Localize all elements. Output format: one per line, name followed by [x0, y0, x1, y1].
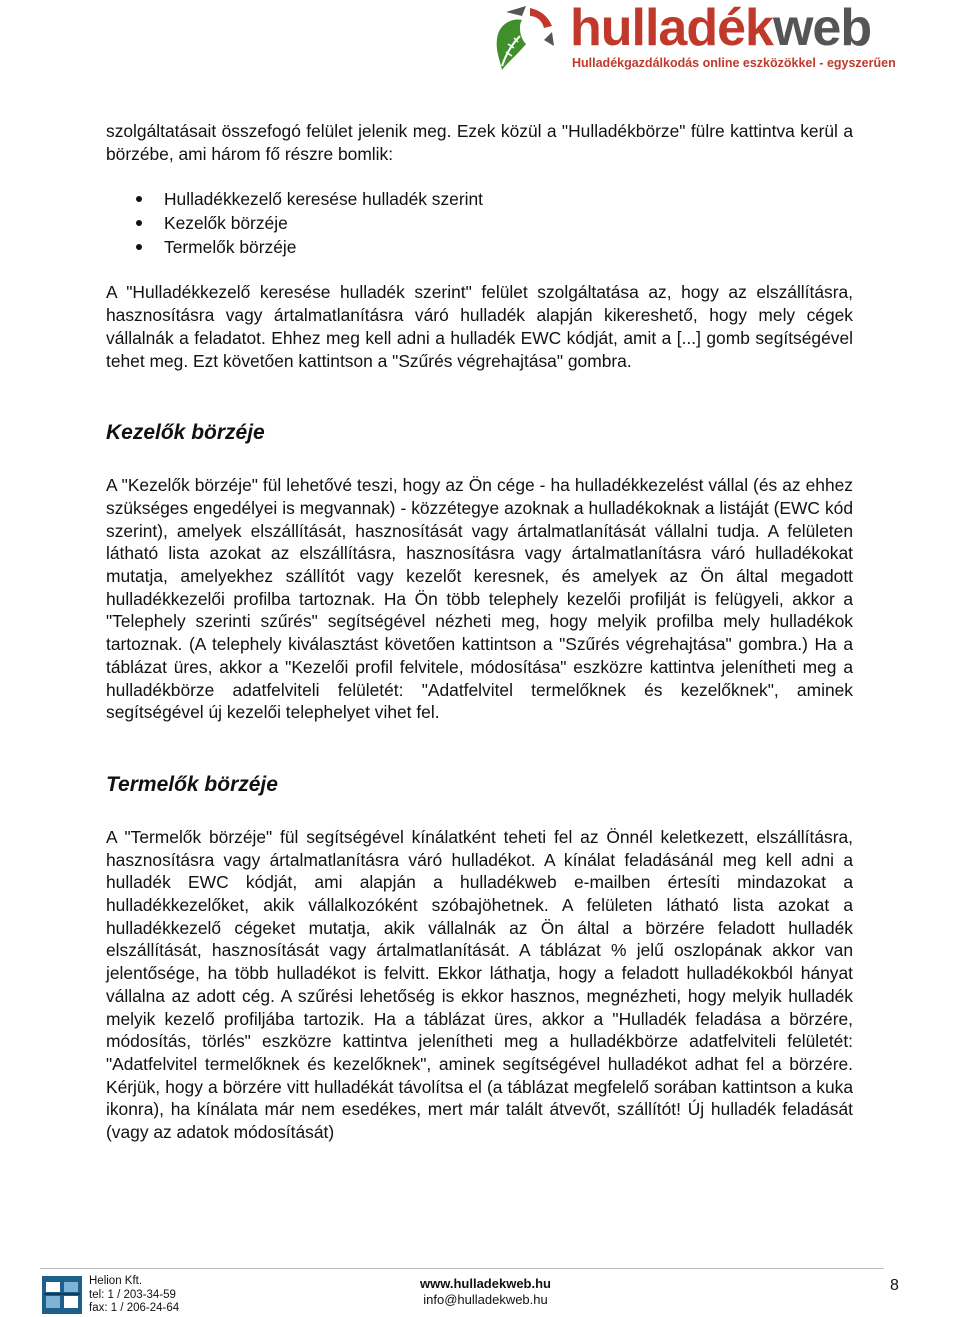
termelok-paragraph: A "Termelők börzéje" fül segítségével kínálatként teheti fel az Önnél keletkezett, elszállításra, hasznosításra vagy ártalmatlanításra váró hulladékot. A kínálat feladásánál meg kell adni a hulladék EWC kódját, ami alapján a hulladékweb e-mailben értesíti mindazokat a hulladékkezelőket, akik vállalkozóként szóbajöhetnek. A felületen látható lista azokat a hulladékkezelő cégeket mutatja, akik vállalnák az Ön által a börzére feladott hulladék elszállítását, hasznosítását vagy ártalmatlanítását. A táblázat % jelű oszlopának akkor van jelentősége, ha több hulladékot is felvitt. Ekkor láthatja, hogy a feladott hulladékokból hányat vállalna az adott cég. A szűrési lehetőség is ekkor hasznos, megnézheti, hogy melyik hulladék melyik kezelő profiljába tartozik. Ha a táblázat üres, akkor a "Hulladék feladása a börzére, módosítás, törlés" eszközre kattintva jelenítheti meg a hulladékbörze adatfelviteli felületét: "Adatfelvitel termelőknek és kezelőknek", aminek segítségével hulladékot adhat fel a börzére. Kérjük, hogy a börzére vitt hulladékát távolítsa el (a táblázat megfelelő sorában kattintson a kuka ikonra), ha kínálata már nem esedékes, mert már talált átvevőt, szállítót! Új hulladék feladását (vagy az adatok módosítását) [106, 826, 853, 1143]
bullet-text: Termelők börzéje [164, 237, 297, 258]
bullet-list [106, 187, 853, 259]
section-heading-termelok: Termelők börzéje [106, 772, 278, 796]
bullet-item [136, 211, 853, 235]
email-link[interactable]: info@hulladekweb.hu [423, 1292, 548, 1307]
section-heading-kezelok: Kezelők börzéje [106, 421, 265, 445]
footer-contact [420, 1276, 551, 1308]
logo-part-web: web [772, 0, 872, 57]
bullet-icon [136, 244, 142, 250]
bullet-icon [136, 220, 142, 226]
recycle-leaf-icon [492, 4, 562, 72]
bullet-text: Kezelők börzéje [164, 213, 288, 234]
kezelok-paragraph: A "Kezelők börzéje" fül lehetővé teszi, hogy az Ön cége - ha hulladékkezelést vállal (és az ehhez szükséges engedélyei is megvannak) - közzétegye azoknak a hulladékoknak a listáját (EWC kód szerint), amelyek elszállítását, hasznosítását vagy ártalmatlanítását vállalni tudja. A felületen látható lista azokat az elszállításra, hasznosításra vagy ártalmatlanításra váró hulladékokat mutatja, amelyekhez szállítót vagy kezelőt keresnek, és amelyek az Ön által megadott hulladékkezelői profilba tartoznak. Ha Ön több telephely kezelői profilját is felügyeli, akkor a "Telephely szerinti szűrés" segítségével nézheti meg, hogy melyik profilba mely hulladékok tartoznak. (A telephely kiválasztást követően kattintson a "Szűrés végrehajtása" gombra.) Ha a táblázat üres, akkor a "Kezelői profil felvitele, módosítása" eszközre kattintva jelenítheti meg a hulladékbörze adatfelviteli felületét: "Adatfelvitel termelőknek és kezelőknek", aminek segítségével új kezelői telephelyet vihet fel. [106, 475, 853, 723]
company-phone: tel: 1 / 203-34-59 [89, 1288, 176, 1301]
document-body [106, 120, 853, 1144]
helion-logo-icon [42, 1276, 82, 1314]
footer-company-info [89, 1275, 179, 1316]
page-number: 8 [890, 1277, 899, 1294]
search-paragraph: A "Hulladékkezelő keresése hulladék szerint" felület szolgáltatása az, hogy az elszállításra, hasznosításra vagy ártalmatlanításra váró hulladék alapján kikereshető, hogy mely cégek vállalnák a feladatot. Ehhez meg kell adni a hulladék EWC kódját, amit a [...] gomb segítségével tehet meg. Ezt követően kattintson a "Szűrés végrehajtása" gombra. [106, 282, 853, 371]
logo-part-hulladek: hulladék [570, 0, 773, 57]
intro-paragraph: szolgáltatásait összefogó felület jelenik meg. Ezek közül a "Hulladékbörze" fülre kattintva kerül a börzébe, ami három fő részre bomlik: [106, 121, 853, 164]
bullet-icon [136, 196, 142, 202]
hulladekweb-logo [492, 0, 932, 72]
logo-tagline: Hulladékgazdálkodás online eszközökkel - egyszerűen [572, 56, 896, 70]
company-fax: fax: 1 / 206-24-64 [89, 1302, 180, 1314]
company-name: Helion Kft. [89, 1275, 143, 1287]
bullet-item [136, 235, 853, 259]
footer-divider [40, 1268, 884, 1269]
website-link[interactable]: www.hulladekweb.hu [420, 1276, 551, 1291]
bullet-text: Hulladékkezelő keresése hulladék szerint [164, 189, 484, 210]
bullet-item [136, 187, 853, 211]
logo-wordmark [570, 0, 871, 56]
